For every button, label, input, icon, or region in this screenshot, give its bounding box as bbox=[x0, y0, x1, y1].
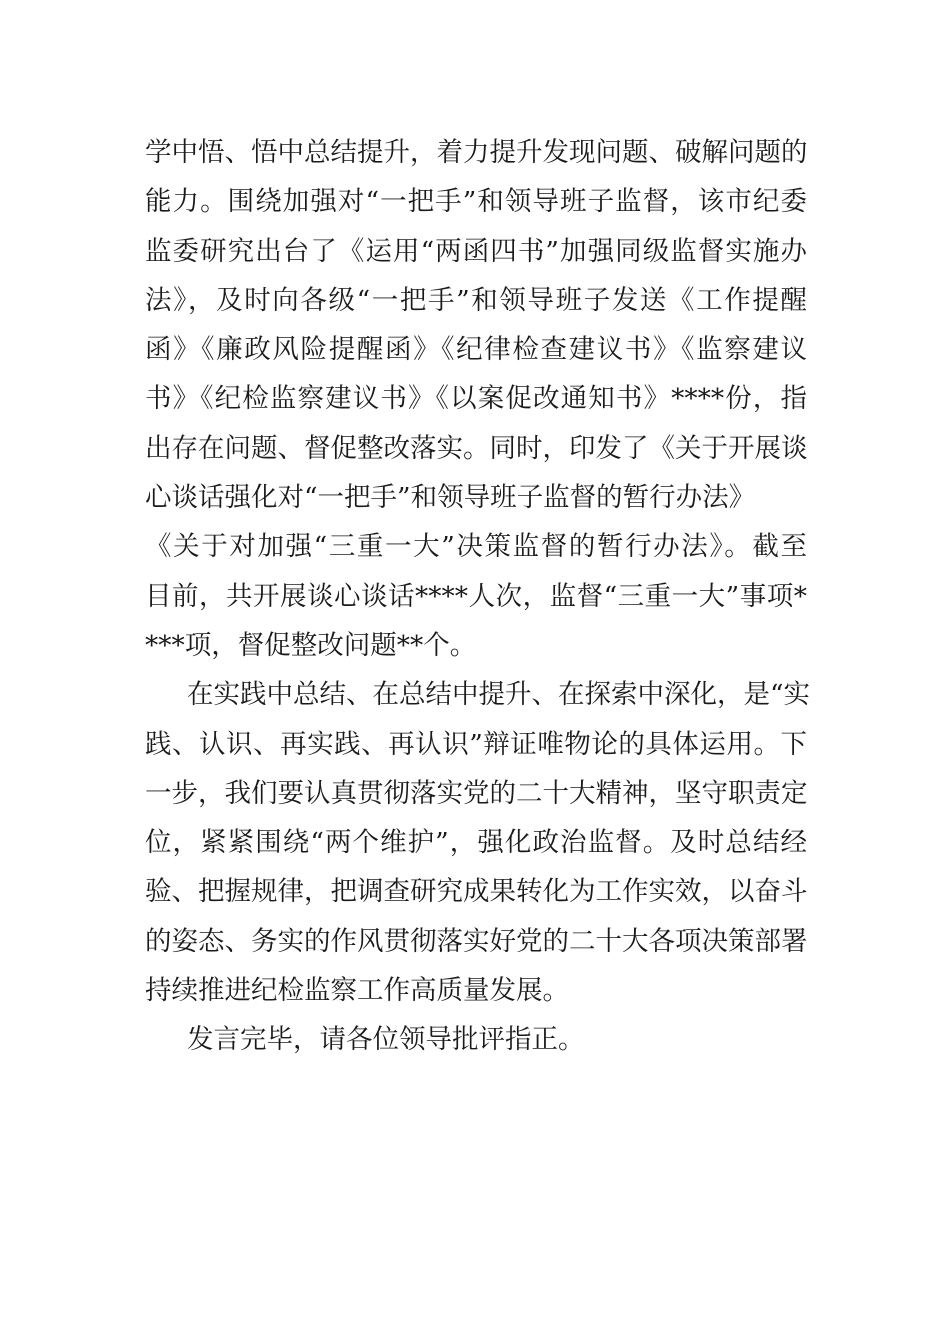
text-line: 发言完毕，请各位领导批评指正。 bbox=[187, 1024, 585, 1056]
text-line: ***项，督促整改问题**个。 bbox=[145, 629, 477, 661]
text-line: 出存在问题、督促整改落实。同时，印发了《关于开展谈 bbox=[145, 432, 808, 464]
text-line: 目前，共开展谈心谈话****人次，监督“三重一大”事项* bbox=[145, 580, 807, 612]
text-line: 一步，我们要认真贯彻落实党的二十大精神，坚守职责定 bbox=[145, 777, 808, 809]
paragraph-3 bbox=[145, 1015, 807, 1064]
text-line: 能力。围绕加强对“一把手”和领导班子监督，该市纪委 bbox=[145, 186, 807, 218]
text-line: 函》《廉政风险提醒函》《纪律检查建议书》《监察建议 bbox=[145, 334, 807, 366]
text-line: 践、认识、再实践、再认识”辩证唯物论的具体运用。下 bbox=[145, 728, 807, 760]
paragraph-2 bbox=[145, 670, 811, 1015]
paragraph-1 bbox=[145, 128, 807, 670]
text-line: 法》，及时向各级“一把手”和领导班子发送《工作提醒 bbox=[145, 284, 807, 316]
text-line: 位，紧紧围绕“两个维护”，强化政治监督。及时总结经 bbox=[145, 827, 807, 859]
text-line: 在实践中总结、在总结中提升、在探索中深化，是“实 bbox=[187, 679, 811, 711]
text-line: 持续推进纪检监察工作高质量发展。 bbox=[145, 975, 569, 1007]
text-line: 学中悟、悟中总结提升，着力提升发现问题、破解问题的 bbox=[145, 137, 808, 168]
text-line: 的姿态、务实的作风贯彻落实好党的二十大各项决策部署 bbox=[145, 925, 808, 957]
text-line: 《关于对加强“三重一大”决策监督的暂行办法》。截至 bbox=[145, 531, 807, 563]
text-line: 验、把握规律，把调查研究成果转化为工作实效，以奋斗 bbox=[145, 876, 808, 908]
text-line: 监委研究出台了《运用“两函四书”加强同级监督实施办 bbox=[145, 235, 807, 267]
text-line: 心谈话强化对“一把手”和领导班子监督的暂行办法》 bbox=[145, 482, 756, 514]
document-body bbox=[145, 128, 811, 1065]
text-line: 书》《纪检监察建议书》《以案促改通知书》****份，指 bbox=[145, 383, 807, 415]
